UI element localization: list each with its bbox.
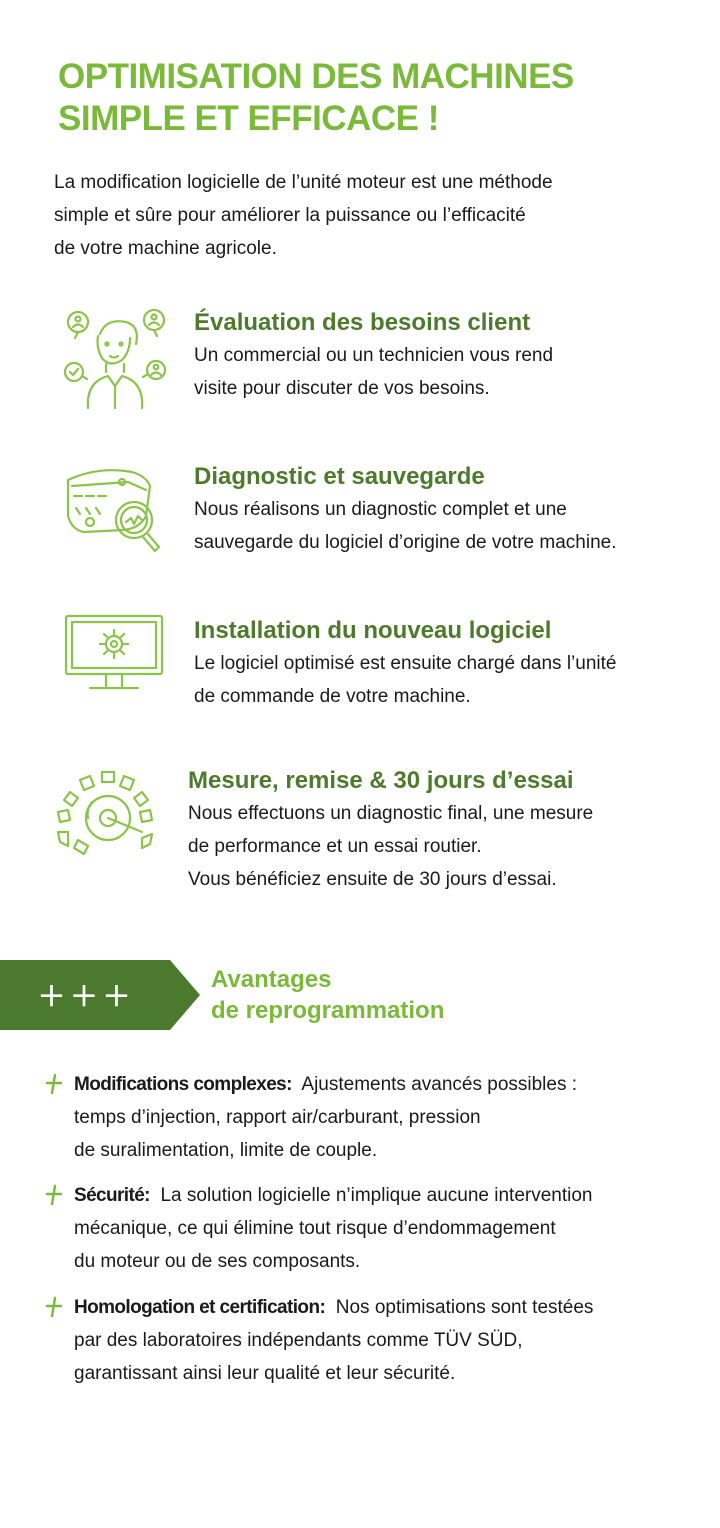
advantage-line: La solution logicielle n’implique aucune intervention [160,1185,593,1206]
advantage-text [74,1291,694,1390]
intro-line-3: de votre machine agricole. [54,238,277,259]
advantage-line: de suralimentation, limite de couple. [74,1140,378,1161]
advantages-banner [0,960,200,1030]
customer-person-icon [58,304,170,416]
advantages-title [211,964,444,1026]
advantage-label: Sécurité: [74,1185,150,1206]
step-description [194,493,616,559]
gauge-dial-icon [54,764,164,864]
step-description [194,647,616,713]
plus-bullet-icon [44,1295,64,1317]
step-title: Évaluation des besoins client [194,309,531,336]
step-description-line: de performance et un essai routier. [188,836,482,857]
step-title: Diagnostic et sauvegarde [194,463,485,490]
plus-bullet-icon [44,1072,64,1094]
step-description-line: Nous réalisons un diagnostic complet et une [194,499,567,520]
step-description-line: de commande de votre machine. [194,686,471,707]
advantage-line: Nos optimisations sont testées [335,1297,594,1318]
advantage-line: mécanique, ce qui élimine tout risque d’endommagement [74,1218,556,1239]
step-description-line: Vous bénéficiez ensuite de 30 jours d’essai. [188,869,557,890]
advantage-line: Ajustements avancés possibles : [301,1074,578,1095]
plus-bullet-icon [44,1183,64,1205]
step-description [188,797,593,896]
page-title [58,56,698,140]
advantages-title-line-2: de reprogrammation [211,997,445,1024]
page-title-line-2: SIMPLE ET EFFICACE ! [58,99,439,138]
intro-paragraph [54,166,674,265]
step-description-line: Un commercial ou un technicien vous rend [194,345,554,366]
step-title: Installation du nouveau logiciel [194,617,552,644]
step-description [194,339,553,405]
banner-plus-symbols: +++ [37,975,135,1015]
monitor-gear-icon [62,612,166,698]
advantage-line: du moteur ou de ses composants. [74,1251,361,1272]
advantage-line: par des laboratoires indépendants comme TÜV SÜD, [74,1330,523,1351]
advantage-line: garantissant ainsi leur qualité et leur sécurité. [74,1363,456,1384]
step-description-line: visite pour discuter de vos besoins. [194,378,490,399]
advantages-title-line-1: Avantages [211,966,332,993]
advantage-label: Modifications complexes: [74,1074,292,1095]
advantage-label: Homologation et certification: [74,1297,326,1318]
page-title-line-1: OPTIMISATION DES MACHINES [58,57,574,96]
engine-magnifier-icon [60,460,164,560]
advantage-line: temps d’injection, rapport air/carburant, pression [74,1107,481,1128]
intro-line-1: La modification logicielle de l’unité moteur est une méthode [54,172,553,193]
step-description-line: Le logiciel optimisé est ensuite chargé dans l’unité [194,653,617,674]
step-title: Mesure, remise & 30 jours d’essai [188,767,574,794]
advantage-text [74,1068,694,1167]
intro-line-2: simple et sûre pour améliorer la puissance ou l’efficacité [54,205,526,226]
step-description-line: sauvegarde du logiciel d’origine de votre machine. [194,532,617,553]
advantage-text [74,1179,694,1278]
step-description-line: Nous effectuons un diagnostic final, une mesure [188,803,594,824]
